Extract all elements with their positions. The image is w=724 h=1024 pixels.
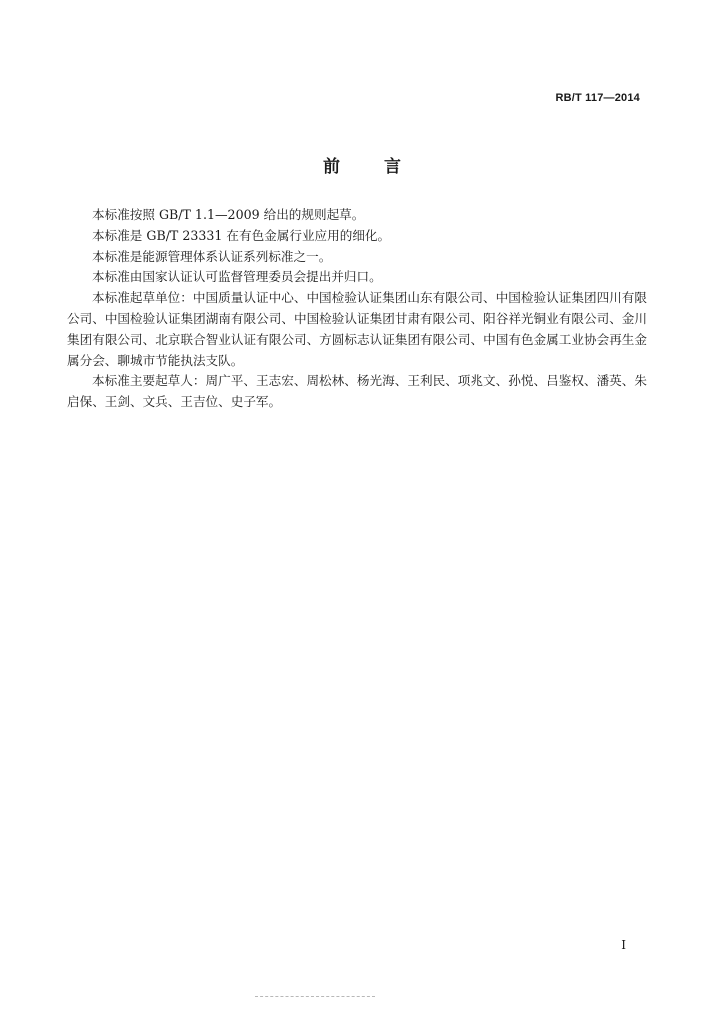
paragraph-drafting-rules: 本标准按照 GB/T 1.1—2009 给出的规则起草。	[92, 207, 365, 222]
page-title: 前言	[323, 157, 445, 177]
foreword-body	[67, 205, 647, 413]
paragraph-series: 本标准是能源管理体系认证系列标准之一。	[92, 248, 332, 264]
paragraph-refinement: 本标准是 GB/T 23331 在有色金属行业应用的细化。	[92, 227, 391, 243]
paragraph-proposer: 本标准由国家认证认可监督管理委员会提出并归口。	[92, 269, 382, 285]
paragraph-drafting-units: 本标准起草单位：中国质量认证中心、中国检验认证集团山东有限公司、中国检验认证集团四川有限公司、中国检验认证集团湖南有限公司、中国检验认证集团甘肃有限公司、阳谷祥光铜业有限公司、金川集团有限公司、北京联合智业认证有限公司、方圆标志认证集团有限公司、中国有色金属工业协会再生金属分会、聊城市节能执法支队。	[67, 290, 647, 368]
page-number: I	[621, 938, 626, 952]
scan-artifact-line	[255, 996, 375, 997]
standard-code: RB/T 117—2014	[555, 92, 640, 104]
paragraph-drafters: 本标准主要起草人：周广平、王志宏、周松林、杨光海、王利民、项兆文、孙悦、吕鉴权、潘英、朱启保、王剑、文兵、王吉位、史子军。	[67, 373, 647, 410]
